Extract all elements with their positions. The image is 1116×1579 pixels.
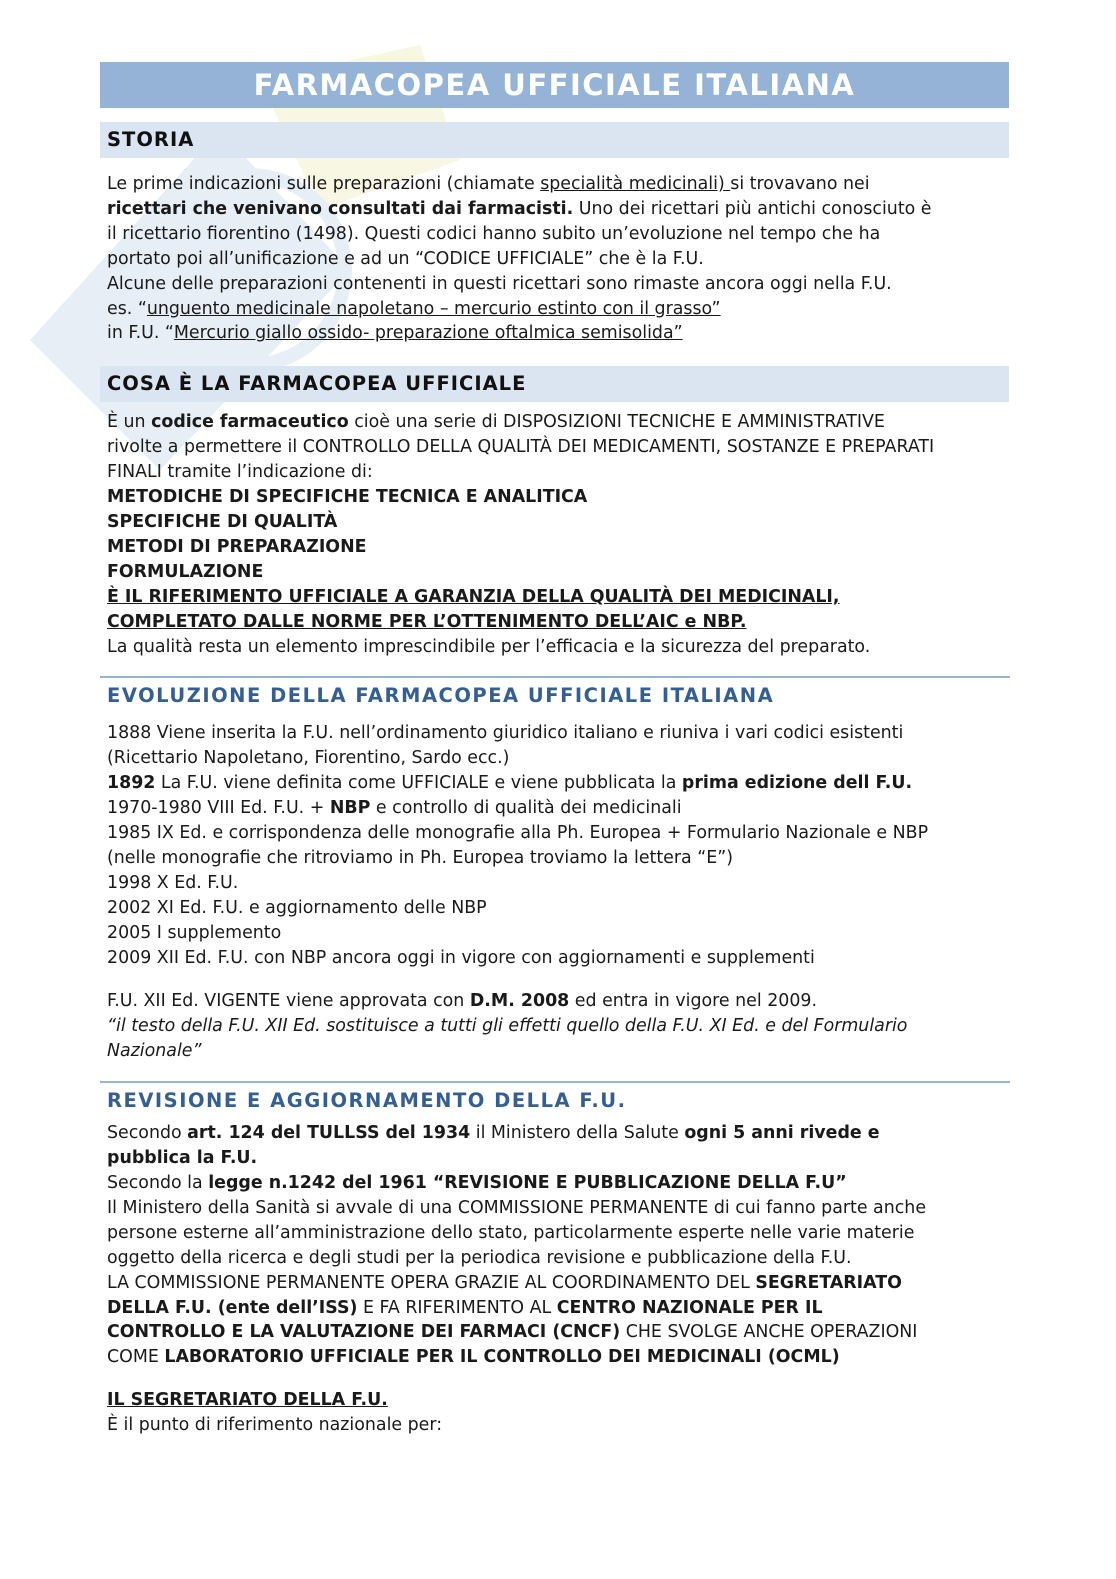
- revisione-line-7: LA COMMISSIONE PERMANENTE OPERA GRAZIE AL COORDINAMENTO DEL SEGRETARIATO: [107, 1272, 902, 1293]
- cosa-line-1: È un codice farmaceutico cioè una serie di DISPOSIZIONI TECNICHE E AMMINISTRATIVE: [107, 412, 885, 433]
- revisione-subheading-segretariato: IL SEGRETARIATO DELLA F.U.: [107, 1390, 388, 1411]
- evoluzione-line-8: 2002 XI Ed. F.U. e aggiornamento delle NBP: [107, 897, 487, 918]
- revisione-line-1: Secondo art. 124 del TULLSS del 1934 il Ministero della Salute ogni 5 anni rivede e: [107, 1123, 880, 1144]
- storia-line-3: il ricettario fiorentino (1498). Questi codici hanno subito un’evoluzione nel tempo che ha: [107, 223, 881, 244]
- section-heading-storia: STORIA: [100, 122, 1009, 158]
- evoluzione-line-7: 1998 X Ed. F.U.: [107, 872, 239, 893]
- cosa-line-8: È IL RIFERIMENTO UFFICIALE A GARANZIA DELLA QUALITÀ DEI MEDICINALI,: [107, 586, 840, 607]
- evoluzione-line-13: Nazionale”: [107, 1041, 202, 1062]
- cosa-line-3: FINALI tramite l’indicazione di:: [107, 462, 373, 483]
- evoluzione-line-12: “il testo della F.U. XII Ed. sostituisce a tutti gli effetti quello della F.U. XI Ed. e del Formulario: [107, 1016, 908, 1037]
- document-title: FARMACOPEA UFFICIALE ITALIANA: [100, 62, 1009, 108]
- section-heading-cosa: COSA È LA FARMACOPEA UFFICIALE: [100, 366, 1009, 402]
- evoluzione-line-4: 1970-1980 VIII Ed. F.U. + NBP e controllo di qualità dei medicinali: [107, 798, 682, 819]
- evoluzione-line-9: 2005 I supplemento: [107, 922, 282, 943]
- cosa-line-7: FORMULAZIONE: [107, 561, 264, 582]
- revisione-line-3: Secondo la legge n.1242 del 1961 “REVISIONE E PUBBLICAZIONE DELLA F.U”: [107, 1173, 847, 1193]
- evoluzione-line-2: (Ricettario Napoletano, Fiorentino, Sardo ecc.): [107, 748, 510, 769]
- cosa-line-6: METODI DI PREPARAZIONE: [107, 536, 367, 557]
- evoluzione-line-5: 1985 IX Ed. e corrispondenza delle monografie alla Ph. Europea + Formulario Nazionale e NBP: [107, 823, 929, 844]
- document-page: [100, 62, 1009, 1438]
- cosa-line-9: COMPLETATO DALLE NORME PER L’OTTENIMENTO DELL’AIC e NBP.: [107, 611, 747, 632]
- storia-line-6: es. “unguento medicinale napoletano – mercurio estinto con il grasso”: [107, 298, 721, 319]
- evoluzione-line-3: 1892 La F.U. viene definita come UFFICIALE e viene pubblicata la prima edizione dell F.U.: [107, 773, 913, 794]
- revisione-line-9: CONTROLLO E LA VALUTAZIONE DEI FARMACI (CNCF) CHE SVOLGE ANCHE OPERAZIONI: [107, 1322, 918, 1343]
- storia-line-1: Le prime indicazioni sulle preparazioni (chiamate specialità medicinali) si trovavano nei: [107, 174, 870, 194]
- revisione-line-6: oggetto della ricerca e degli studi per la periodica revisione e pubblicazione della F.U.: [107, 1247, 852, 1268]
- section-heading-evoluzione: EVOLUZIONE DELLA FARMACOPEA UFFICIALE ITALIANA: [100, 676, 1010, 712]
- cosa-line-5: SPECIFICHE DI QUALITÀ: [107, 511, 338, 532]
- revisione-line-12: È il punto di riferimento nazionale per:: [107, 1415, 443, 1436]
- storia-line-2: ricettari che venivano consultati dai farmacisti. Uno dei ricettari più antichi conosciuto è: [107, 198, 932, 219]
- storia-line-4: portato poi all’unificazione e ad un “CODICE UFFICIALE” che è la F.U.: [107, 248, 704, 269]
- evoluzione-line-10: 2009 XII Ed. F.U. con NBP ancora oggi in vigore con aggiornamenti e supplementi: [107, 947, 815, 968]
- cosa-line-4: METODICHE DI SPECIFICHE TECNICA E ANALITICA: [107, 487, 588, 508]
- storia-line-5: Alcune delle preparazioni contenenti in questi ricettari sono rimaste ancora oggi nella F.U.: [107, 273, 892, 294]
- evoluzione-line-1: 1888 Viene inserita la F.U. nell’ordinamento giuridico italiano e riuniva i vari codici esistenti: [107, 723, 904, 744]
- revisione-line-10: COME LABORATORIO UFFICIALE PER IL CONTROLLO DEI MEDICINALI (OCML): [107, 1347, 840, 1368]
- cosa-line-2: rivolte a permettere il CONTROLLO DELLA QUALITÀ DEI MEDICAMENTI, SOSTANZE E PREPARATI: [107, 437, 935, 458]
- cosa-line-10: La qualità resta un elemento imprescindibile per l’efficacia e la sicurezza del preparato.: [107, 636, 871, 657]
- evoluzione-line-11: F.U. XII Ed. VIGENTE viene approvata con D.M. 2008 ed entra in vigore nel 2009.: [107, 991, 817, 1012]
- section-heading-revisione: REVISIONE E AGGIORNAMENTO DELLA F.U.: [100, 1081, 1010, 1117]
- revisione-line-2: pubblica la F.U.: [107, 1148, 258, 1169]
- revisione-line-5: persone esterne all’amministrazione dello stato, particolarmente esperte nelle varie materie: [107, 1222, 915, 1243]
- revisione-line-8: DELLA F.U. (ente dell’ISS) E FA RIFERIMENTO AL CENTRO NAZIONALE PER IL: [107, 1297, 823, 1318]
- storia-line-7: in F.U. “Mercurio giallo ossido- preparazione oftalmica semisolida”: [107, 323, 683, 344]
- revisione-line-4: Il Ministero della Sanità si avvale di una COMMISSIONE PERMANENTE di cui fanno parte anche: [107, 1197, 927, 1218]
- evoluzione-line-6: (nelle monografie che ritroviamo in Ph. Europea troviamo la lettera “E”): [107, 847, 733, 868]
